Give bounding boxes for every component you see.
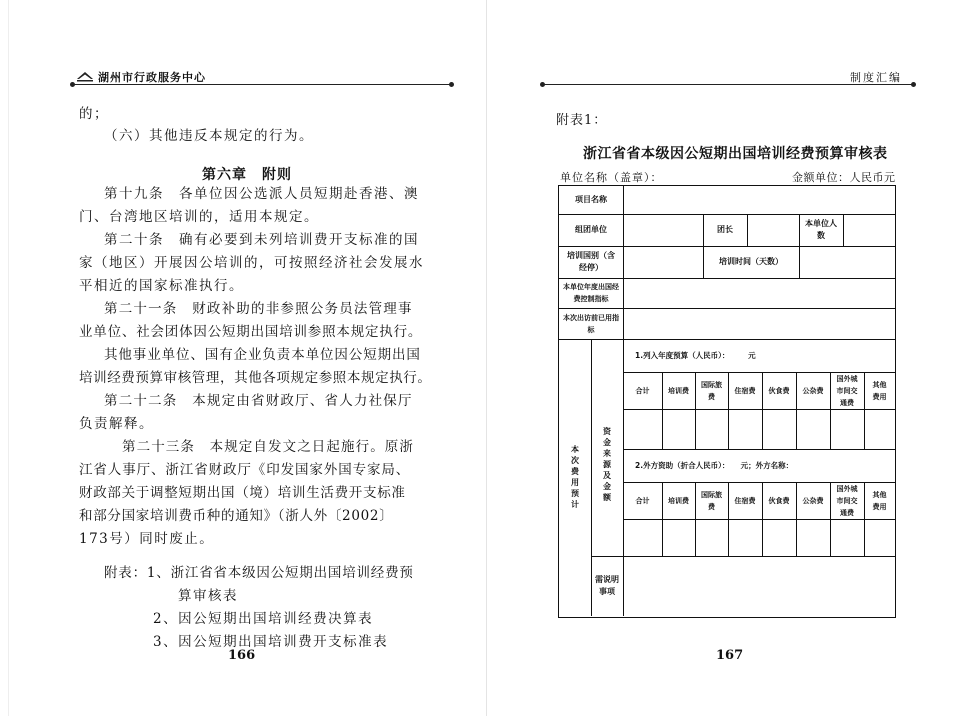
text-line: 第二十一条 财政补助的非参照公务员法管理事 [104, 301, 413, 317]
left-page-number: 166 [228, 648, 256, 663]
team-leader-label: 团长 [717, 225, 733, 234]
notes-label: 需说明事项 [595, 575, 619, 596]
row-line [623, 409, 895, 410]
text-line: 门、台湾地区培训的，适用本规定。 [79, 209, 319, 225]
page-edge [8, 0, 9, 716]
text-line: 第二十三条 本规定自发文之日起施行。原浙 [122, 439, 414, 455]
chapter-title: 第六章 附则 [202, 167, 292, 183]
budget-review-form [558, 185, 896, 618]
text-line: 负责解释。 [79, 416, 154, 432]
building-logo-icon [76, 70, 94, 82]
text-line: 培训经费预算审核管理，其他各项规定参照本规定执行。 [79, 370, 432, 386]
project-name-label: 项目名称 [575, 195, 607, 204]
attachment-item: 2、因公短期出国培训经费决算表 [153, 611, 374, 627]
cost-col-header: 培训费 [668, 496, 689, 505]
cost-col-header: 公杂费 [802, 386, 824, 395]
annual-budget-label: 本单位年度出国经费控制指标 [563, 283, 619, 303]
text-line: 财政部关于调整短期出国（境）培训生活费开支标准 [79, 485, 406, 501]
text-line: 和部分国家培训费币种的通知》（浙人外〔2002〕 [79, 508, 394, 524]
text-line: 其他事业单位、国有企业负责本单位因公短期出国 [104, 347, 421, 363]
right-header-dot [911, 82, 916, 87]
attachment-item: 算审核表 [178, 588, 238, 604]
cost-col-header: 伙食费 [768, 496, 790, 505]
cost-col-header: 合计 [635, 496, 650, 505]
cost-col-header: 公杂费 [802, 496, 824, 505]
col-line [623, 186, 624, 339]
row-line [591, 556, 895, 557]
text-line: 业单位、社会团体因公短期出国培训参照本规定执行。 [79, 324, 423, 340]
cost-col-header: 培训费 [668, 386, 689, 395]
form-title: 浙江省省本级因公短期出国培训经费预算审核表 [583, 146, 888, 162]
text-line: 第二十二条 本规定由省财政厅、省人力社保厅 [104, 393, 413, 409]
cost-col-header: 其他费用 [872, 490, 887, 511]
col-line [799, 246, 800, 278]
budget-row-label: 1.列入年度预算（人民币）： 元 [635, 350, 756, 360]
cost-col-header: 合计 [635, 386, 650, 395]
row-line [623, 519, 895, 520]
cost-col-header: 国外城市间交通费 [836, 484, 858, 517]
cost-col-header: 其他费用 [872, 380, 887, 401]
cost-col-header: 国际旅费 [701, 380, 722, 401]
text-line: 第二十条 确有必要到未列培训费开支标准的国 [104, 232, 419, 248]
cost-col-header: 国际旅费 [701, 490, 722, 511]
fund-source-label: 资金来源及金额 [603, 427, 611, 502]
appendix-label: 附表1： [556, 113, 608, 128]
text-line: 家（地区）开展因公培训的，可按照经济社会发展水 [79, 255, 424, 271]
col-line [747, 214, 748, 246]
aid-row-label: 2.外方资助（折合人民币）： 元；外方名称： [635, 460, 794, 470]
unit-name-label: 单位名称（盖章）： [560, 171, 663, 184]
text-line: 江省人事厅、浙江省财政厅《印发国家外国专家局、 [79, 462, 411, 478]
budget-estimate-label: 本次费用预计 [571, 445, 579, 509]
currency-unit-label: 金额单位：人民币元 [792, 171, 896, 184]
cost-col-header: 住宿费 [734, 496, 756, 505]
attachments-label: 附表：1、浙江省省本级因公短期出国培训经费预 [104, 565, 414, 581]
col-line [843, 214, 844, 246]
right-header-dot [540, 82, 545, 87]
left-header-rule [74, 84, 450, 85]
unit-count-label: 本单位人数 [805, 219, 837, 240]
cost-col-header: 住宿费 [734, 386, 756, 395]
used-index-label: 本次出访前已用指标 [563, 313, 619, 334]
text-line: （六）其他违反本规定的行为。 [104, 128, 314, 144]
text-line: 的； [79, 106, 109, 122]
right-header-title: 制度汇编 [850, 71, 902, 84]
training-time-label: 培训时间（天数） [719, 257, 783, 266]
attachment-item: 3、因公短期出国培训费开支标准表 [153, 634, 389, 650]
left-header-title: 湖州市行政服务中心 [98, 71, 206, 84]
text-line: 第十九条 各单位因公选派人员短期赴香港、澳 [104, 186, 419, 202]
text-line: 173号）同时废止。 [79, 531, 215, 547]
left-header-dot [70, 82, 75, 87]
left-header-dot [449, 82, 454, 87]
group-unit-label: 组团单位 [575, 225, 607, 234]
cost-col-header: 国外城市间交通费 [836, 374, 858, 407]
text-line: 平相近的国家标准执行。 [79, 278, 244, 294]
right-page-number: 167 [716, 648, 744, 663]
cost-col-header: 伙食费 [768, 386, 790, 395]
country-label: 培训国别（含经停） [567, 251, 615, 272]
